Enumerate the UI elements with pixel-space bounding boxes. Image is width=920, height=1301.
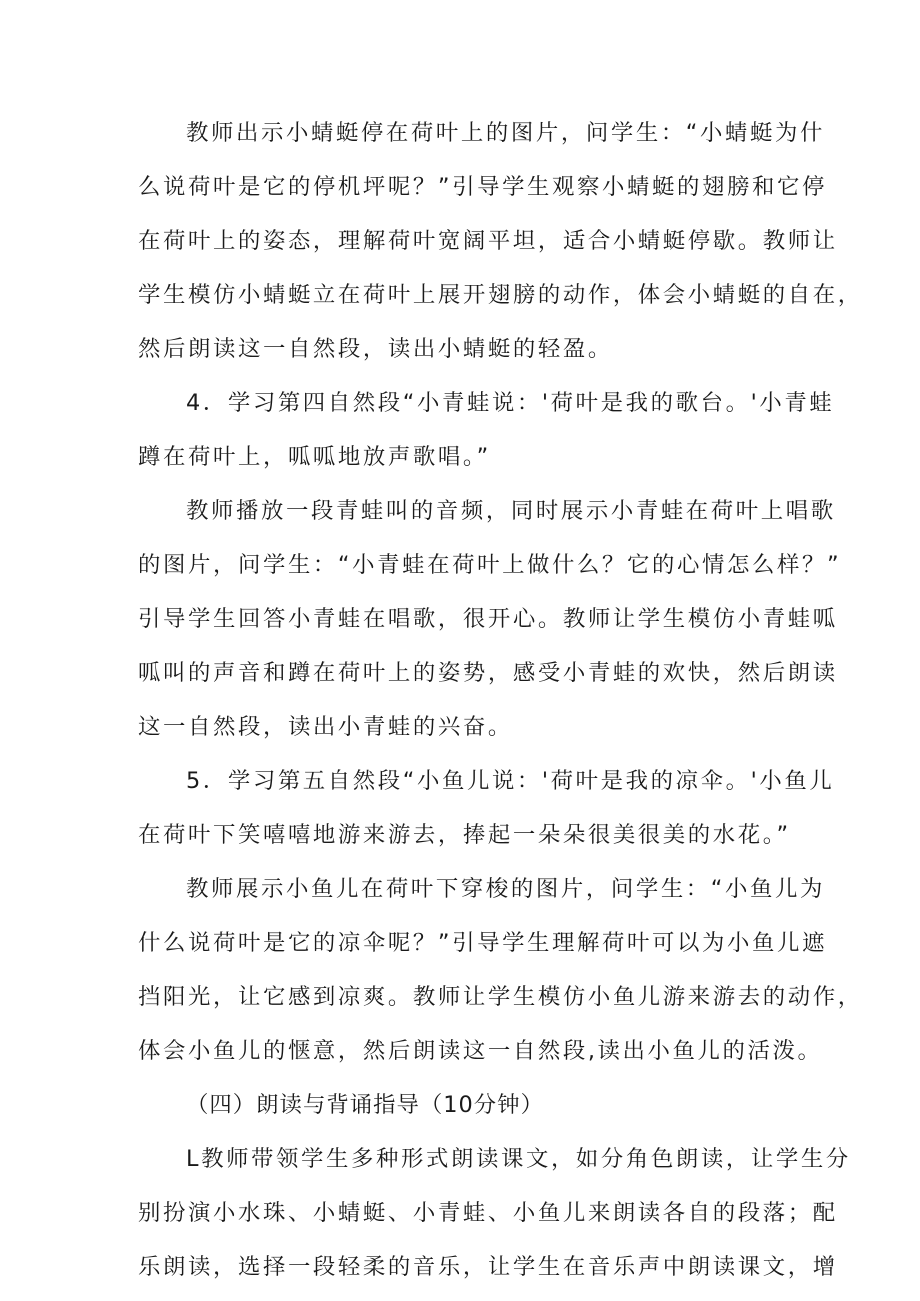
text-line: 引导学生回答小青蛙在唱歌，很开心。教师让学生模仿小青蛙呱	[138, 606, 838, 632]
text-line: 挡阳光，让它感到凉爽。教师让学生模仿小鱼儿游来游去的动作，	[138, 984, 863, 1010]
text-line: 什么说荷叶是它的凉伞呢？”引导学生理解荷叶可以为小鱼儿遮	[138, 930, 827, 956]
text-line: 呱叫的声音和蹲在荷叶上的姿势，感受小青蛙的欢快，然后朗读	[138, 660, 838, 686]
text-line: 然后朗读这一自然段，读出小蜻蜓的轻盈。	[138, 336, 613, 362]
section-item-5: 5．学习第五自然段“小鱼儿说：'荷叶是我的凉伞。'小鱼儿	[186, 768, 835, 794]
text-line: 别扮演小水珠、小蜻蜓、小青蛙、小鱼儿来朗读各自的段落；配	[138, 1200, 838, 1226]
section-item-4: 4．学习第四自然段“小青蛙说：'荷叶是我的歌台。'小青蛙	[186, 390, 835, 416]
text-line: 在荷叶上的姿态，理解荷叶宽阔平坦，适合小蜻蜓停歇。教师让	[138, 228, 838, 254]
text-line: 这一自然段，读出小青蛙的兴奋。	[138, 714, 513, 740]
text-line: 乐朗读，选择一段轻柔的音乐，让学生在音乐声中朗读课文，增	[138, 1254, 838, 1280]
section-heading: （四）朗读与背诵指导（10分钟）	[186, 1092, 544, 1118]
text-line: 么说荷叶是它的停机坪呢？”引导学生观察小蜻蜓的翅膀和它停	[138, 174, 827, 200]
text-line: 蹲在荷叶上，呱呱地放声歌唱。”	[138, 444, 491, 470]
text-line: 教师展示小鱼儿在荷叶下穿梭的图片，问学生：“小鱼儿为	[186, 876, 825, 902]
text-line: L教师带领学生多种形式朗读课文，如分角色朗读，让学生分	[186, 1146, 851, 1172]
text-line: 教师播放一段青蛙叫的音频，同时展示小青蛙在荷叶上唱歌	[186, 498, 836, 524]
text-line: 体会小鱼儿的惬意，然后朗读这一自然段,读出小鱼儿的活泼。	[138, 1038, 823, 1064]
text-line: 在荷叶下笑嘻嘻地游来游去，捧起一朵朵很美很美的水花。”	[138, 822, 791, 848]
text-line: 的图片，问学生：“小青蛙在荷叶上做什么？它的心情怎么样？”	[138, 552, 842, 578]
text-line: 教师出示小蜻蜓停在荷叶上的图片，问学生：“小蜻蜓为什	[186, 120, 825, 146]
text-line: 学生模仿小蜻蜓立在荷叶上展开翅膀的动作，体会小蜻蜓的自在，	[138, 282, 863, 308]
